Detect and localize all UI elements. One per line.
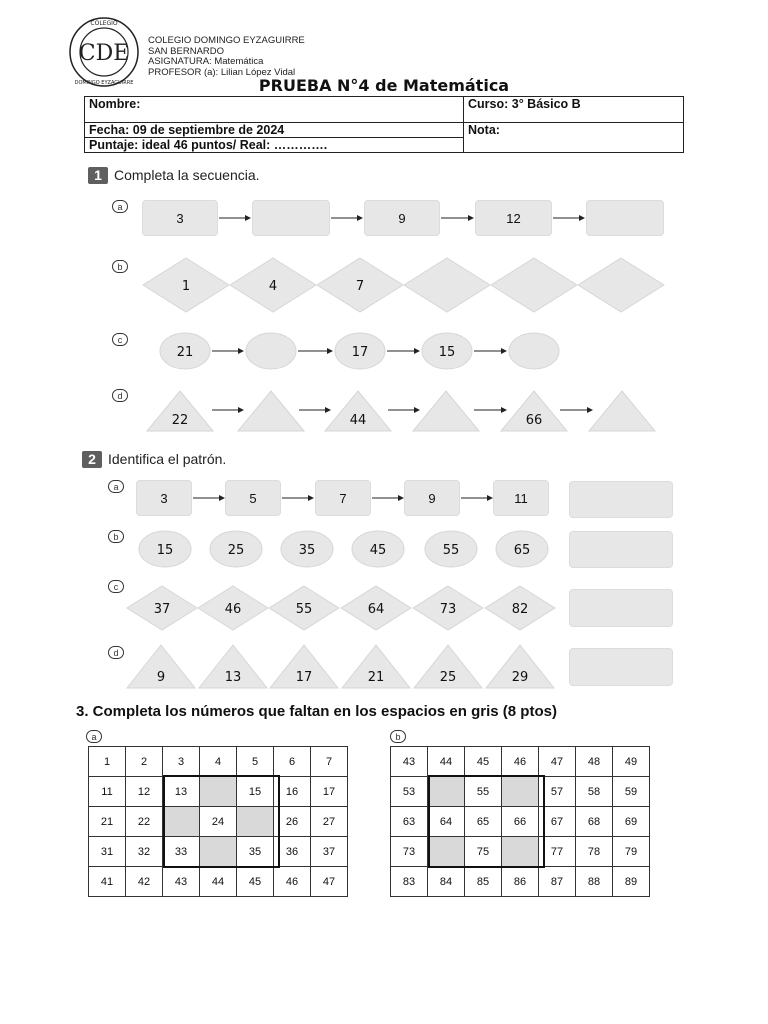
sequence-box: 9 [364,200,440,236]
circle-value: 35 [298,543,316,558]
pattern-box: 7 [315,480,371,516]
triangle-value: 25 [439,670,457,685]
grid-cell: 33 [163,837,200,867]
grid-row [89,837,348,867]
grid-cell: 66 [502,807,539,837]
grid-cell: 26 [274,807,311,837]
circles-2b [139,531,548,567]
circle-value: 55 [442,543,460,558]
name-field[interactable]: Nombre: [85,97,464,123]
grid-cell: 6 [274,747,311,777]
grid-cell: 48 [576,747,613,777]
item-letter-b: b [108,530,124,543]
grid-cell: 64 [428,807,465,837]
grid-cell: 35 [237,837,274,867]
grid-cell: 59 [613,777,650,807]
section-2-title: Identifica el patrón. [108,451,227,467]
grid-cell: 1 [89,747,126,777]
triangle-value: 22 [171,413,189,428]
grid-row [391,807,650,837]
grid-cell: 69 [613,807,650,837]
diamond-value: 37 [153,602,171,617]
grid-cell: 21 [89,807,126,837]
grid-cell: 47 [311,867,348,897]
item-letter-b: b [112,260,128,273]
diamond-value: 82 [511,602,529,617]
pattern-answer-box[interactable] [569,648,673,686]
grid-cell: 13 [163,777,200,807]
grid-cell: 46 [502,747,539,777]
grid-cell: 87 [539,867,576,897]
pattern-answer-box[interactable] [569,481,673,518]
svg-text:COLEGIO: COLEGIO [90,20,118,27]
grid-cell: 63 [391,807,428,837]
grid-cell: 12 [126,777,163,807]
grid-row [89,777,348,807]
triangles-2d [127,645,554,688]
number-grid-b [390,746,650,897]
item-letter-a: a [108,480,124,493]
diamonds-2c [127,586,555,630]
grid-cell: 7 [311,747,348,777]
grid-cell: 67 [539,807,576,837]
grid-row [391,837,650,867]
pattern-answer-box[interactable] [569,589,673,627]
grid-cell: 84 [428,867,465,897]
section-2-number: 2 [82,451,102,468]
school-city: SAN BERNARDO [148,45,225,57]
section-1-number: 1 [88,167,108,184]
grid-blank-cell[interactable] [163,807,200,837]
grid-cell: 24 [200,807,237,837]
pattern-box: 11 [493,480,549,516]
triangle-value: 66 [525,413,543,428]
grid-cell: 32 [126,837,163,867]
grid-cell: 75 [465,837,502,867]
grid-cell: 83 [391,867,428,897]
pattern-box: 3 [136,480,192,516]
section-1-title: Completa la secuencia. [114,167,260,183]
grid-cell: 44 [200,867,237,897]
grid-cell: 73 [391,837,428,867]
diamond-value: 1 [181,279,191,294]
triangle-value: 17 [295,670,313,685]
diamond-value: 4 [268,279,278,294]
grid-cell: 58 [576,777,613,807]
svg-text:DOMINGO EYZAGUIRRE: DOMINGO EYZAGUIRRE [74,80,134,86]
grid-cell: 5 [237,747,274,777]
grid-blank-cell[interactable] [200,837,237,867]
grid-cell: 88 [576,867,613,897]
date-field: Fecha: 09 de septiembre de 2024 [85,123,464,138]
grid-cell: 15 [237,777,274,807]
grid-cell: 85 [465,867,502,897]
grid-letter-a: a [86,730,102,743]
pattern-answer-box[interactable] [569,531,673,568]
grid-blank-cell[interactable] [200,777,237,807]
course-field: Curso: 3° Básico B [464,97,684,123]
triangles-1d [147,391,655,431]
grid-cell: 44 [428,747,465,777]
sequence-box: 3 [142,200,218,236]
grid-cell: 3 [163,747,200,777]
grid-cell: 89 [613,867,650,897]
grid-cell: 43 [391,747,428,777]
diamonds-1b [143,258,664,312]
triangle-value: 9 [156,670,166,685]
grid-cell: 43 [163,867,200,897]
page-title: PRUEBA N°4 de Matemática [258,76,510,95]
circle-value: 65 [513,543,531,558]
triangle-value: 29 [511,670,529,685]
grid-row [391,867,650,897]
grid-blank-cell[interactable] [502,837,539,867]
grid-row [391,777,650,807]
grid-cell: 49 [613,747,650,777]
triangle-value: 13 [224,670,242,685]
circle-value: 15 [156,543,174,558]
triangle-value: 44 [349,413,367,428]
grid-row [89,867,348,897]
grid-cell: 65 [465,807,502,837]
svg-text:CDE: CDE [78,41,130,66]
number-grid-a [88,746,348,897]
grid-row [391,747,650,777]
item-letter-d: d [112,389,128,402]
score-field[interactable]: Puntaje: ideal 46 puntos/ Real: …………. [85,138,464,153]
grid-cell: 11 [89,777,126,807]
grid-blank-cell[interactable] [237,807,274,837]
grid-cell: 31 [89,837,126,867]
school-name: COLEGIO DOMINGO EYZAGUIRRE [148,35,305,46]
circle-value: 25 [227,543,245,558]
grid-cell: 79 [613,837,650,867]
grid-cell: 78 [576,837,613,867]
diamond-value: 64 [367,602,385,617]
grid-cell: 46 [274,867,311,897]
grid-cell: 45 [465,747,502,777]
grid-blank-cell[interactable] [428,837,465,867]
grid-cell: 57 [539,777,576,807]
circle-value: 21 [176,345,194,360]
diamond-value: 46 [224,602,242,617]
grid-cell: 45 [237,867,274,897]
sequence-box: 12 [475,200,552,236]
grid-cell: 4 [200,747,237,777]
item-letter-c: c [112,333,128,346]
section-3-title: 3. Completa los números que faltan en los espacios en gris (8 ptos) [76,703,557,720]
grid-row [89,807,348,837]
pattern-box: 5 [225,480,281,516]
grid-row [89,747,348,777]
triangle-value: 21 [367,670,385,685]
grid-cell: 17 [311,777,348,807]
grid-cell: 53 [391,777,428,807]
grid-cell: 16 [274,777,311,807]
grid-cell: 27 [311,807,348,837]
grid-cell: 68 [576,807,613,837]
diamond-value: 7 [355,279,365,294]
pattern-box: 9 [404,480,460,516]
circle-value: 15 [438,345,456,360]
grid-cell: 86 [502,867,539,897]
item-letter-a: a [112,200,128,213]
grid-cell: 37 [311,837,348,867]
grid-letter-b: b [390,730,406,743]
grid-cell: 47 [539,747,576,777]
grid-cell: 36 [274,837,311,867]
grid-cell: 55 [465,777,502,807]
grade-field[interactable]: Nota: [464,123,684,153]
item-letter-c: c [108,580,124,593]
subject: ASIGNATURA: Matemática [148,56,264,67]
diamond-value: 73 [439,602,457,617]
grid-cell: 22 [126,807,163,837]
grid-cell: 77 [539,837,576,867]
circle-value: 17 [351,345,369,360]
grid-cell: 41 [89,867,126,897]
grid-cell: 42 [126,867,163,897]
grid-blank-cell[interactable] [502,777,539,807]
grid-cell: 2 [126,747,163,777]
diamond-value: 55 [295,602,313,617]
item-letter-d: d [108,646,124,659]
grid-blank-cell[interactable] [428,777,465,807]
teacher: PROFESOR (a): Lilian López Vidal [148,66,296,78]
circle-value: 45 [369,543,387,558]
